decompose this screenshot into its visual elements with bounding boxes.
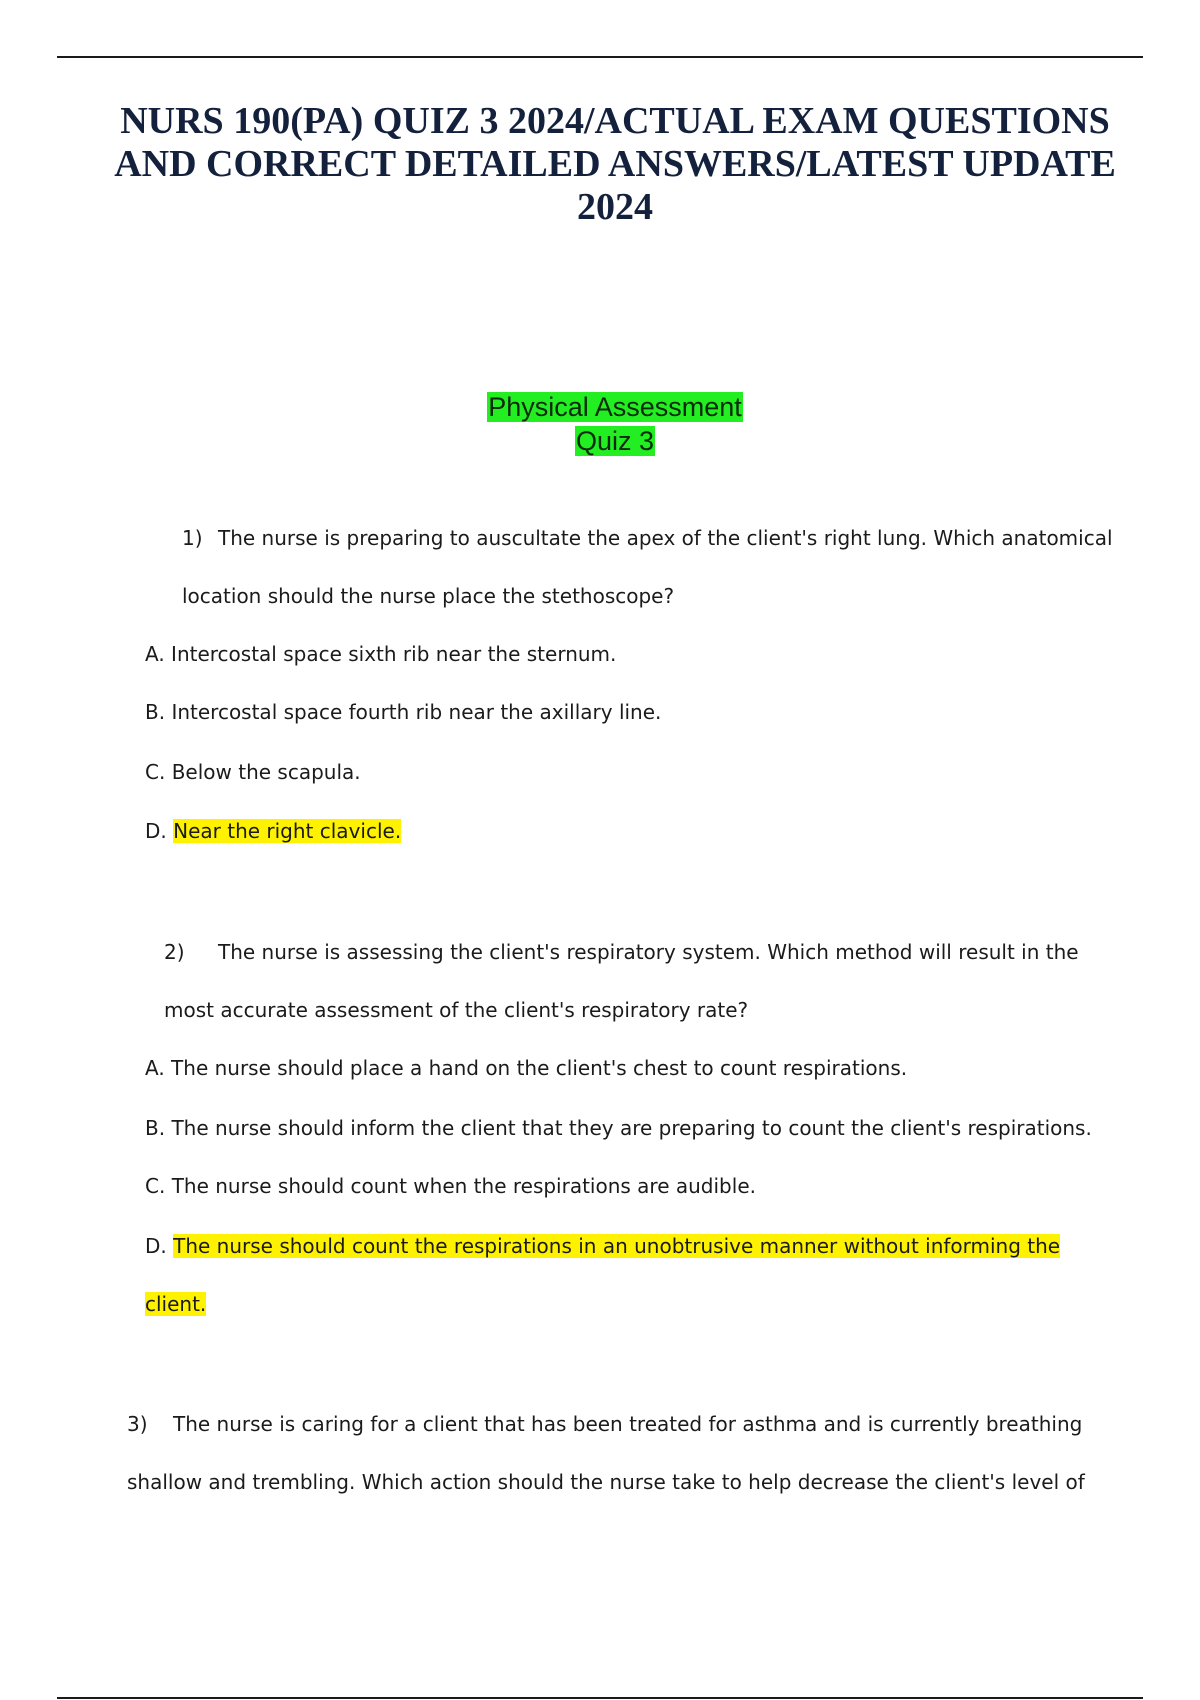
top-rule [57,56,1143,58]
option-letter: B. [145,700,166,724]
correct-answer-highlight: Near the right clavicle. [173,819,402,843]
option-letter: C. [145,760,166,784]
document-title: NURS 190(PA) QUIZ 3 2024/ACTUAL EXAM QUESTIONS AND CORRECT DETAILED ANSWERS/LATEST UPDATE 2024 [114,100,1116,228]
question-1-number: 1) [182,526,203,550]
section-heading-line2: Quiz 3 [575,426,655,456]
question-2-option-a [145,1054,907,1082]
option-letter: A. [145,1056,165,1080]
question-2-number: 2) [164,940,185,964]
question-1-option-d [145,817,401,845]
correct-answer-highlight: The nurse should count the respirations in an unobtrusive manner without informing the [173,1234,1061,1258]
option-text: The nurse should inform the client that they are preparing to count the client's respirations. [171,1116,1092,1140]
question-1-option-a [145,640,616,668]
question-3-text-line1: The nurse is caring for a client that has been treated for asthma and is currently breathing [173,1412,1083,1436]
question-3-stem-line1 [127,1410,1082,1438]
question-1-option-b [145,698,661,726]
option-text: The nurse should count when the respirations are audible. [171,1174,756,1198]
question-2-option-d [145,1232,1060,1260]
question-1-text-line1: The nurse is preparing to auscultate the apex of the client's right lung. Which anatomical [218,526,1113,550]
option-letter: D. [145,819,167,843]
section-heading-line1: Physical Assessment [488,392,742,422]
question-3-number: 3) [127,1412,148,1436]
question-2-text-line2: most accurate assessment of the client's respiratory rate? [164,998,749,1022]
question-3-text-line2: shallow and trembling. Which action should the nurse take to help decrease the client's level of [127,1470,1085,1494]
question-1-option-c [145,758,361,786]
option-letter: D. [145,1234,167,1258]
correct-answer-highlight: client. [145,1292,207,1316]
option-text: The nurse should place a hand on the client's chest to count respirations. [171,1056,908,1080]
question-2-option-b [145,1114,1092,1142]
question-2-option-c [145,1172,756,1200]
option-text: Intercostal space sixth rib near the sternum. [171,642,617,666]
question-2-stem-line1 [164,938,1079,966]
section-heading [0,390,1200,458]
option-text: Below the scapula. [171,760,361,784]
question-2-text-line1: The nurse is assessing the client's respiratory system. Which method will result in the [218,940,1079,964]
bottom-rule [57,1697,1143,1699]
option-text: Intercostal space fourth rib near the axillary line. [171,700,662,724]
option-letter: C. [145,1174,166,1198]
question-2-option-d-line2 [145,1290,206,1318]
option-letter: A. [145,642,165,666]
question-1-text-line2: location should the nurse place the stethoscope? [182,584,675,608]
option-letter: B. [145,1116,166,1140]
question-1-stem-line1 [182,524,1113,552]
